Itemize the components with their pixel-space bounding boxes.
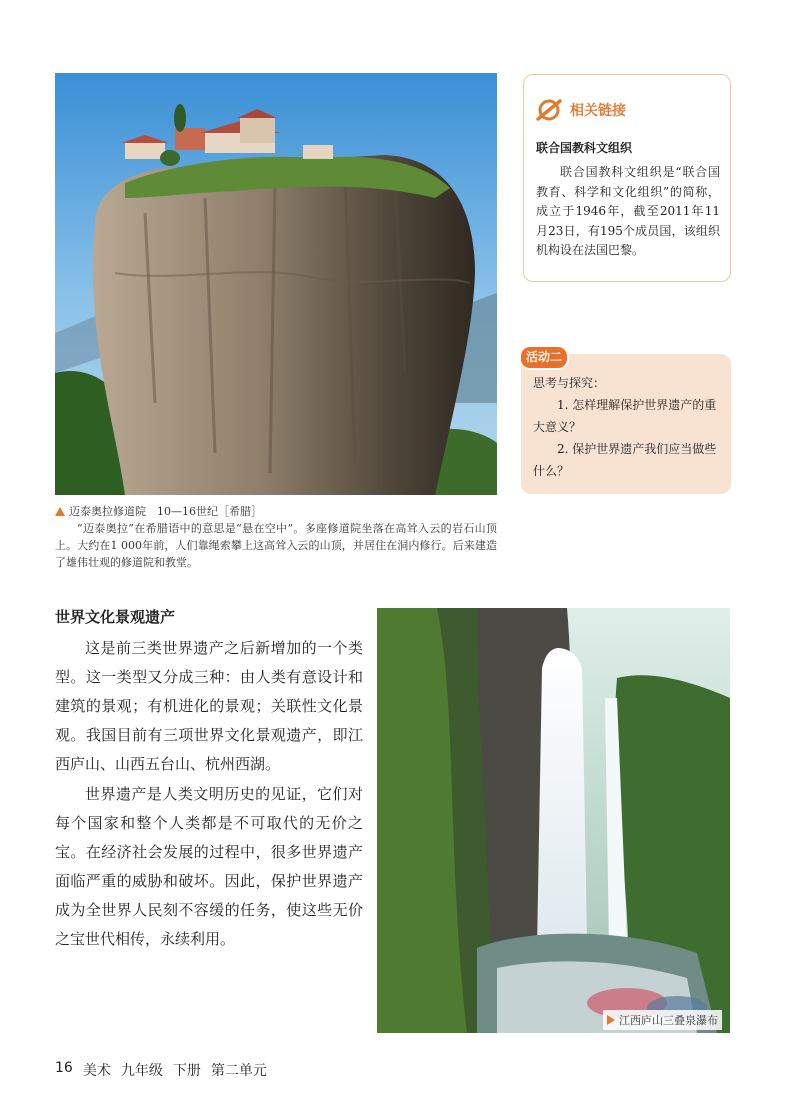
monastery-caption <box>55 503 497 571</box>
monastery-photo <box>55 73 497 495</box>
related-link-heading: 相关链接 <box>570 103 626 119</box>
link-icon <box>534 97 564 123</box>
footer-grade: 九年级 <box>120 1063 163 1079</box>
monastery-caption-title: 迈泰奥拉修道院 10—16世纪［希腊］ <box>69 505 262 518</box>
section-heading: 世界文化景观遗产 <box>55 608 176 626</box>
monastery-caption-body: “迈泰奥拉”在希腊语中的意思是“悬在空中”。多座修道院坐落在高耸入云的岩石山顶上。大约在1 000年前，人们靠绳索攀上这高耸入云的山顶，并居住在洞内修行。后来建造了雄伟壮观的修道院和教堂。 <box>55 522 497 569</box>
footer-subject: 美术 <box>82 1063 111 1079</box>
waterfall-caption <box>603 1010 722 1030</box>
activity-box <box>521 350 731 494</box>
activity-question: 1. 怎样理解保护世界遗产的重大意义？ <box>533 398 717 434</box>
body-paragraph: 这是前三类世界遗产之后新增加的一个类型。这一类型又分成三种：由人类有意设计和建筑的景观；有机进化的景观；关联性文化景观。我国目前有三项世界文化景观遗产，即江西庐山、山西五台山、杭州西湖。 <box>55 639 363 773</box>
page-footer <box>55 1060 267 1080</box>
activity-intro: 思考与探究： <box>533 376 606 390</box>
related-link-title: 联合国教科文组织 <box>536 141 633 155</box>
related-link-box <box>523 74 731 282</box>
footer-unit: 第二单元 <box>210 1063 267 1079</box>
arrow-marker-icon <box>607 1015 615 1025</box>
activity-question: 2. 保护世界遗产我们应当做些什么？ <box>533 442 717 478</box>
waterfall-photo <box>377 608 730 1033</box>
related-link-body: 联合国教科文组织是“联合国教育、科学和文化组织”的简称，成立于1946年，截至2011年11月23日，有195个成员国，该组织机构设在法国巴黎。 <box>536 165 720 257</box>
triangle-marker-icon <box>55 507 65 516</box>
footer-volume: 下册 <box>172 1063 201 1079</box>
page-number: 16 <box>55 1060 73 1076</box>
activity-badge: 活动二 <box>519 345 569 370</box>
related-link-header <box>534 97 626 123</box>
body-paragraph: 世界遗产是人类文明历史的见证，它们对每个国家和整个人类都是不可取代的无价之宝。在经济社会发展的过程中，很多世界遗产面临严重的威胁和破坏。因此，保护世界遗产成为全世界人民刻不容缓的任务，使这些无价之宝世代相传，永续利用。 <box>55 785 363 948</box>
waterfall-caption-text: 江西庐山三叠泉瀑布 <box>619 1014 718 1027</box>
